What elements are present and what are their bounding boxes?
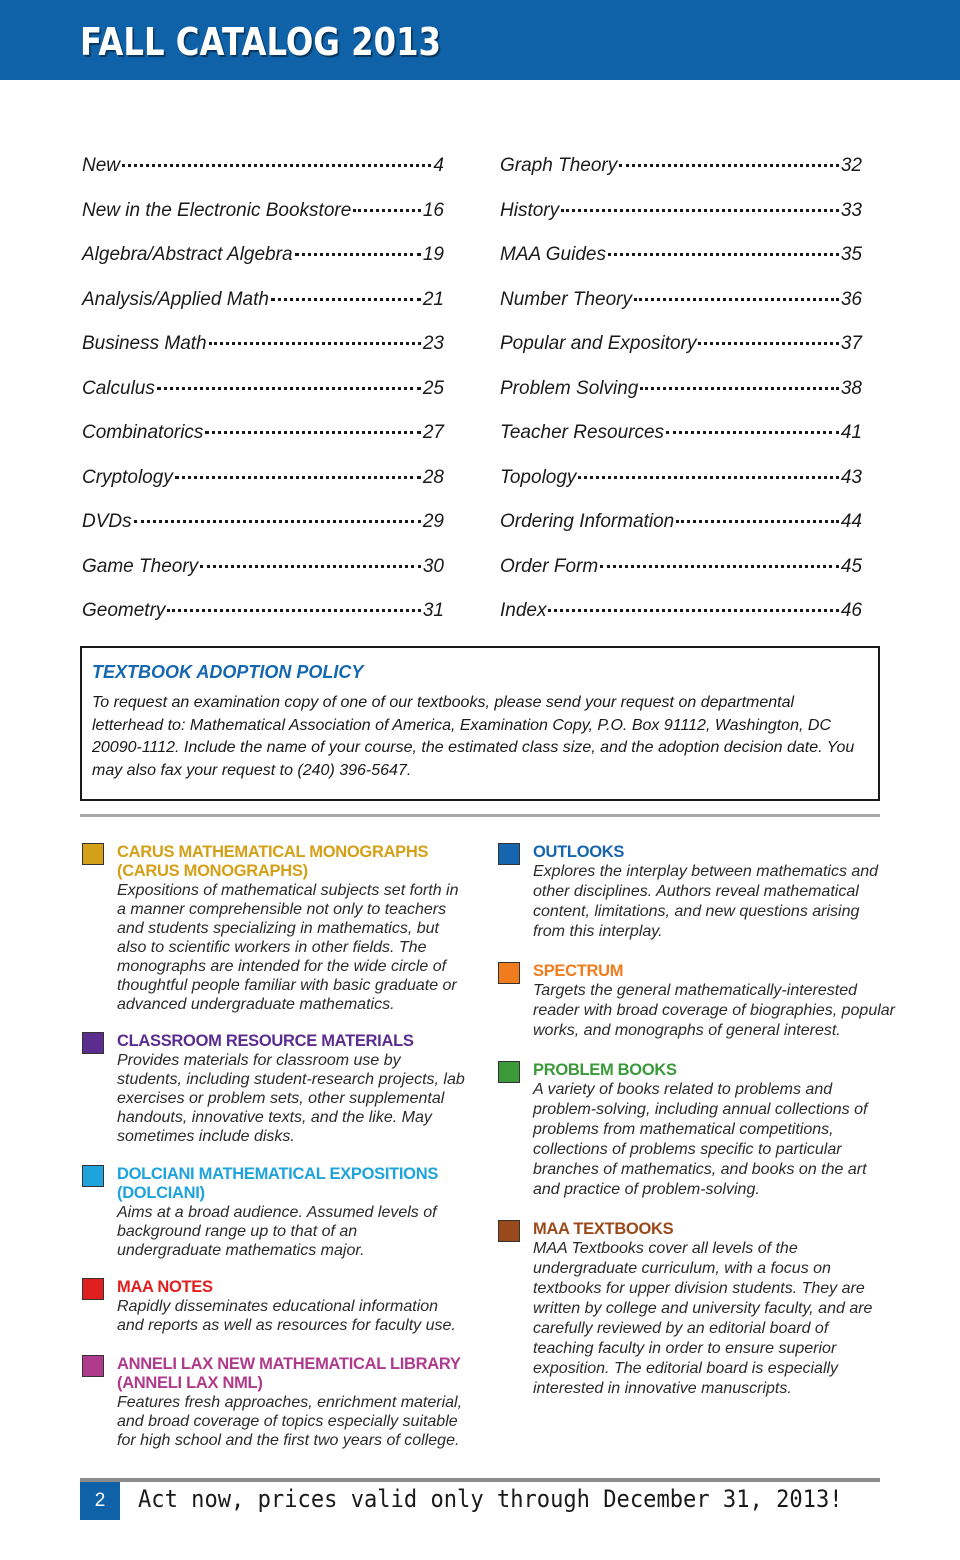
toc-entry-label: Number Theory — [500, 288, 632, 310]
toc-entry-page: 30 — [422, 555, 444, 577]
series-description-line: exposition. The editorial board is especially — [533, 1360, 839, 1377]
series-description-line: written by college and university faculty, and are — [533, 1300, 873, 1317]
toc-entry-label: MAA Guides — [500, 244, 606, 265]
toc-entry-label: History — [500, 199, 560, 221]
series-color-swatch — [82, 1278, 104, 1300]
series-name: MAA NOTES — [117, 1278, 213, 1296]
toc-entry-page: 16 — [422, 199, 444, 221]
toc-entry-label: Calculus — [82, 377, 155, 399]
toc-entry[interactable] — [82, 600, 444, 645]
series-color-swatch — [82, 1355, 104, 1377]
series-description-line: a manner comprehensible not only to teachers — [117, 901, 447, 918]
series-description-line: background range up to that of an — [117, 1223, 358, 1240]
series-description-line: students, including student-research projects, lab — [117, 1071, 465, 1088]
toc-dot-leader — [578, 476, 838, 479]
toc-dot-leader — [200, 565, 421, 568]
series-description-line: exercises or problem sets, other supplemental — [117, 1090, 445, 1107]
series-description-line: monographs are intended for the wide circle of — [117, 958, 447, 975]
toc-entry-page: 19 — [422, 244, 444, 265]
toc-entry-label: Order Form — [500, 555, 599, 577]
toc-entry[interactable] — [82, 511, 444, 556]
series-description-line: content, limitations, and new questions arising — [533, 903, 860, 920]
series-description-line: interested in innovative manuscripts. — [533, 1380, 792, 1397]
toc-dot-leader — [634, 298, 839, 301]
toc-entry[interactable] — [500, 378, 862, 423]
series-description-line: Provides materials for classroom use by — [117, 1052, 401, 1069]
toc-entry[interactable] — [82, 556, 444, 601]
series-description-line: Targets the general mathematically-interested — [533, 982, 858, 999]
toc-dot-leader — [608, 253, 839, 256]
toc-entry-label: Topology — [500, 466, 577, 488]
toc-dot-leader — [698, 342, 838, 345]
toc-entry-label: Index — [500, 600, 547, 621]
toc-entry-page: 37 — [840, 333, 862, 354]
toc-entry-page: 36 — [840, 288, 862, 310]
toc-entry[interactable] — [82, 155, 444, 200]
toc-dot-leader — [295, 253, 421, 256]
series-name: OUTLOOKS — [533, 843, 625, 861]
toc-entry[interactable] — [500, 556, 862, 601]
toc-entry-label: Popular and Expository — [500, 333, 697, 354]
toc-entry-page: 43 — [840, 466, 862, 488]
toc-entry[interactable] — [500, 244, 862, 289]
toc-dot-leader — [640, 387, 839, 390]
series-short-name: (CARUS MONOGRAPHS) — [117, 862, 308, 880]
series-color-swatch — [82, 843, 104, 865]
toc-dot-leader — [600, 565, 839, 568]
toc-entry[interactable] — [82, 200, 444, 245]
toc-entry-label: Graph Theory — [500, 155, 618, 176]
series-description-line: Explores the interplay between mathematics and — [533, 863, 879, 880]
series-description-line: Aims at a broad audience. Assumed levels of — [117, 1204, 437, 1221]
toc-entry-label: Ordering Information — [500, 511, 675, 532]
page-header — [0, 0, 960, 80]
toc-dot-leader — [548, 609, 838, 612]
toc-entry-page: 38 — [840, 377, 862, 399]
series-color-swatch — [498, 1061, 520, 1083]
series-color-swatch — [498, 962, 520, 984]
footer-rule — [80, 1478, 880, 1482]
toc-dot-leader — [167, 609, 420, 612]
toc-dot-leader — [157, 387, 421, 390]
toc-entry[interactable] — [500, 333, 862, 378]
series-description-line: reader with broad coverage of biographies, popular — [533, 1002, 896, 1019]
toc-entry-page: 21 — [422, 288, 444, 310]
toc-entry[interactable] — [500, 155, 862, 200]
policy-title: TEXTBOOK ADOPTION POLICY — [92, 662, 364, 682]
catalog-title: FALL CATALOG 2013 — [80, 20, 442, 64]
series-name: CLASSROOM RESOURCE MATERIALS — [117, 1032, 414, 1050]
toc-dot-leader — [666, 431, 839, 434]
series-name: PROBLEM BOOKS — [533, 1061, 677, 1079]
toc-entry-label: Analysis/Applied Math — [82, 288, 269, 310]
toc-entry[interactable] — [82, 244, 444, 289]
series-description-line: problems from mathematical competitions, — [533, 1121, 834, 1138]
toc-entry-page: 27 — [422, 422, 444, 443]
toc-dot-leader — [134, 520, 421, 523]
toc-entry-page: 29 — [422, 511, 444, 532]
toc-dot-leader — [122, 164, 431, 167]
series-description-line: and reports as well as resources for faculty use. — [117, 1317, 456, 1334]
series-description-line: teaching faculty in order to ensure superior — [533, 1340, 837, 1357]
series-description-line: Features fresh approaches, enrichment material, — [117, 1394, 463, 1411]
toc-entry[interactable] — [82, 378, 444, 423]
toc-entry-page: 44 — [840, 511, 862, 532]
series-description-line: works, and monographs of general interest. — [533, 1022, 841, 1039]
toc-entry-page: 45 — [840, 555, 862, 577]
page-number: 2 — [80, 1482, 120, 1520]
toc-entry-page: 46 — [840, 600, 862, 621]
series-description-line: handouts, innovative texts, and the like. May — [117, 1109, 432, 1126]
series-description-line: other disciplines. Authors reveal mathematical — [533, 883, 859, 900]
series-description-line: undergraduate mathematics major. — [117, 1242, 365, 1259]
toc-entry-label: New in the Electronic Bookstore — [82, 199, 352, 221]
toc-dot-leader — [619, 164, 839, 167]
toc-entry-page: 31 — [422, 600, 444, 621]
series-description-line: branches of mathematics, and books on the art — [533, 1161, 867, 1178]
series-short-name: (ANNELI LAX NML) — [117, 1374, 263, 1392]
toc-right-column — [500, 155, 862, 645]
toc-dot-leader — [209, 342, 421, 345]
toc-entry-page: 35 — [840, 244, 862, 265]
toc-entry[interactable] — [500, 600, 862, 645]
toc-dot-leader — [353, 209, 421, 212]
toc-entry-label: Geometry — [82, 600, 166, 621]
toc-entry-page: 25 — [422, 377, 444, 399]
toc-dot-leader — [205, 431, 420, 434]
series-name: MAA TEXTBOOKS — [533, 1220, 674, 1238]
series-description-line: carefully reviewed by an editorial board of — [533, 1320, 829, 1337]
toc-entry[interactable] — [82, 467, 444, 512]
toc-dot-leader — [676, 520, 839, 523]
toc-entry-page: 33 — [840, 199, 862, 221]
textbook-adoption-policy-box — [80, 646, 880, 801]
toc-dot-leader — [271, 298, 421, 301]
series-description-line: A variety of books related to problems and — [533, 1081, 833, 1098]
toc-entry-page: 32 — [840, 155, 862, 176]
series-description-line: Rapidly disseminates educational information — [117, 1298, 439, 1315]
series-description-line: undergraduate curriculum, with a focus on — [533, 1260, 831, 1277]
series-description-line: problem-solving, including annual collections of — [533, 1101, 868, 1118]
series-name: CARUS MATHEMATICAL MONOGRAPHS — [117, 843, 429, 861]
series-name: SPECTRUM — [533, 962, 624, 980]
series-description-line: and broad coverage of topics especially suitable — [117, 1413, 458, 1430]
toc-entry-label: Combinatorics — [82, 422, 204, 443]
series-description-line: sometimes include disks. — [117, 1128, 295, 1145]
toc-entry-label: Business Math — [82, 333, 207, 354]
series-description-line: also to scientific workers in other fields. The — [117, 939, 427, 956]
series-color-swatch — [82, 1165, 104, 1187]
series-color-swatch — [82, 1032, 104, 1054]
toc-entry-page: 28 — [422, 466, 444, 488]
toc-entry[interactable] — [500, 467, 862, 512]
toc-dot-leader — [561, 209, 839, 212]
toc-entry[interactable] — [82, 289, 444, 334]
series-description-line: Expositions of mathematical subjects set forth in — [117, 882, 459, 899]
toc-entry-page: 23 — [422, 333, 444, 354]
series-color-swatch — [498, 843, 520, 865]
series-description-line: and students specializing in mathematics, but — [117, 920, 439, 937]
series-name: ANNELI LAX NEW MATHEMATICAL LIBRARY — [117, 1355, 461, 1373]
series-description-line: and practice of problem-solving. — [533, 1181, 760, 1198]
series-description-line: advanced undergraduate mathematics. — [117, 996, 395, 1013]
toc-entry[interactable] — [500, 289, 862, 334]
toc-entry-label: Algebra/Abstract Algebra — [82, 244, 293, 265]
series-description-line: thoughtful people familiar with basic graduate or — [117, 977, 457, 994]
toc-left-column — [82, 155, 444, 645]
toc-entry-page: 41 — [840, 422, 862, 443]
section-divider — [80, 814, 880, 817]
series-name: DOLCIANI MATHEMATICAL EXPOSITIONS — [117, 1165, 439, 1183]
toc-entry-label: Problem Solving — [500, 377, 639, 399]
series-description-line: textbooks for upper division students. They are — [533, 1280, 865, 1297]
series-description-line: MAA Textbooks cover all levels of the — [533, 1240, 798, 1257]
toc-entry-label: Cryptology — [82, 466, 173, 488]
toc-entry[interactable] — [500, 200, 862, 245]
toc-entry[interactable] — [82, 422, 444, 467]
series-color-swatch — [498, 1220, 520, 1242]
footer-promo-text: Act now, prices valid only through December 31, 2013! — [138, 1485, 843, 1513]
series-description-line: collections of problems specific to particular — [533, 1141, 842, 1158]
toc-entry[interactable] — [500, 422, 862, 467]
toc-entry-page: 4 — [433, 155, 444, 176]
series-description-line: from this interplay. — [533, 923, 663, 940]
policy-text: To request an examination copy of one of our textbooks, please send your request on departmental letterhead to: Mathematical Association of America, Examination Copy, P.O. Box 91112, Washington, DC 20090-1112. Include the name of your course, the estimated class size, and the adoption decision date. You may also fax your request to (240) 396-5647. — [92, 694, 855, 779]
toc-entry[interactable] — [500, 511, 862, 556]
toc-entry[interactable] — [82, 333, 444, 378]
series-short-name: (DOLCIANI) — [117, 1184, 205, 1202]
toc-entry-label: Teacher Resources — [500, 422, 665, 443]
toc-dot-leader — [175, 476, 421, 479]
toc-entry-label: Game Theory — [82, 555, 199, 577]
toc-entry-label: New — [82, 155, 121, 176]
toc-entry-label: DVDs — [82, 511, 132, 532]
series-description-line: for high school and the first two years of college. — [117, 1432, 460, 1449]
